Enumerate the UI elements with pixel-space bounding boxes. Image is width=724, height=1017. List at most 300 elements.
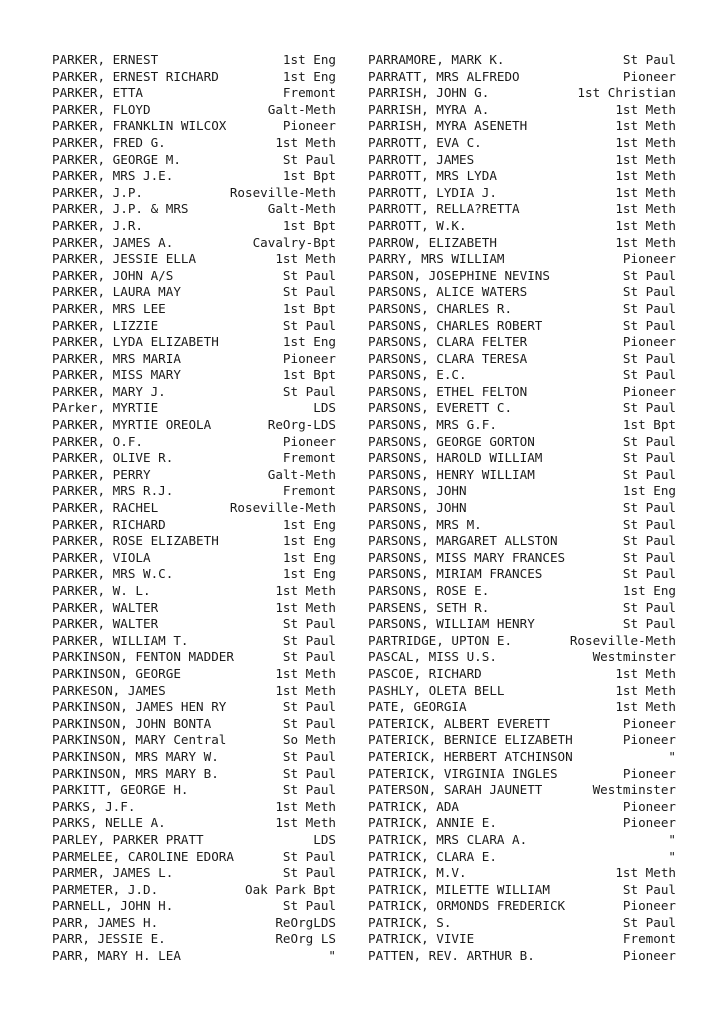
entry-name: PARRISH, MYRA ASENETH — [368, 118, 528, 134]
entry-name: PARROTT, EVA C. — [368, 134, 482, 150]
entry-name: PARRATT, MRS ALFREDO — [368, 68, 520, 84]
entry-name: PARMER, JAMES L. — [52, 865, 174, 881]
entry-name: PARKER, MISS MARY — [52, 367, 181, 383]
entry-name: PARKER, WALTER — [52, 616, 159, 632]
entry-name: PARKINSON, MRS MARY W. — [52, 748, 219, 764]
entry-name: PATRICK, S. — [368, 914, 452, 930]
entry-name: PASCAL, MISS U.S. — [368, 649, 497, 665]
entry-name: PARSONS, MRS G.F. — [368, 417, 497, 433]
entry-name: PARKER, RICHARD — [52, 516, 166, 532]
directory-entry — [368, 799, 676, 816]
entry-church: St Paul — [622, 516, 676, 532]
entry-church: Fremont — [282, 483, 336, 499]
directory-entry — [52, 334, 336, 351]
entry-name: PARRISH, JOHN G. — [368, 85, 490, 101]
directory-entry — [52, 102, 336, 119]
directory-entry — [52, 533, 336, 550]
entry-church: Westminster — [592, 782, 676, 798]
entry-church: 1st Bpt — [622, 417, 676, 433]
directory-entry — [52, 152, 336, 169]
directory-entry — [368, 301, 676, 318]
entry-name: PARKER, LYDA ELIZABETH — [52, 334, 219, 350]
entry-church: Pioneer — [622, 815, 676, 831]
entry-name: PARKER, FRANKLIN WILCOX — [52, 118, 227, 134]
entry-name: PARSONS, HAROLD WILLIAM — [368, 450, 543, 466]
entry-church: Roseville-Meth — [569, 632, 676, 648]
entry-church: St Paul — [622, 914, 676, 930]
directory-entry — [368, 384, 676, 401]
entry-church: 1st Meth — [615, 101, 676, 117]
entry-church: 1st Meth — [615, 184, 676, 200]
directory-entry — [52, 235, 336, 252]
entry-name: PARKER, ETTA — [52, 85, 143, 101]
entry-church: 1st Meth — [615, 168, 676, 184]
directory-entry — [368, 849, 676, 866]
entry-name: PATRICK, VIVIE — [368, 931, 475, 947]
entry-church: 1st Bpt — [282, 300, 336, 316]
entry-church: 1st Eng — [282, 516, 336, 532]
entry-church: 1st Eng — [282, 52, 336, 67]
directory-entry — [52, 301, 336, 318]
directory-entry — [368, 766, 676, 783]
directory-entry — [368, 434, 676, 451]
directory-entry — [52, 716, 336, 733]
directory-entry — [368, 616, 676, 633]
directory-entry — [368, 699, 676, 716]
entry-church: St Paul — [282, 848, 336, 864]
entry-name: PARRISH, MYRA A. — [368, 101, 490, 117]
entry-name: PARSON, JOSEPHINE NEVINS — [368, 267, 550, 283]
entry-church: Pioneer — [622, 732, 676, 748]
entry-name: PARKINSON, GEORGE — [52, 665, 181, 681]
directory-entry — [368, 533, 676, 550]
entry-church: Pioneer — [622, 251, 676, 267]
directory-entry — [368, 600, 676, 617]
entry-church: " — [668, 831, 676, 847]
directory-entry — [368, 351, 676, 368]
directory-entry — [368, 69, 676, 86]
entry-name: PATERICK, BERNICE ELIZABETH — [368, 732, 573, 748]
directory-entry — [52, 832, 336, 849]
directory-entry — [368, 815, 676, 832]
entry-church: Roseville-Meth — [229, 500, 336, 516]
entry-church: 1st Eng — [282, 533, 336, 549]
entry-church: St Paul — [622, 566, 676, 582]
entry-church: Galt-Meth — [267, 466, 336, 482]
entry-church: Pioneer — [282, 350, 336, 366]
entry-name: PATRICK, M.V. — [368, 865, 467, 881]
entry-name: PARKINSON, JAMES HEN RY — [52, 699, 227, 715]
entry-name: PARKINSON, FENTON MADDER — [52, 649, 234, 665]
right-column — [368, 52, 676, 965]
entry-church: 1st Bpt — [282, 367, 336, 383]
directory-entry — [52, 633, 336, 650]
entry-name: PARTRIDGE, UPTON E. — [368, 632, 513, 648]
directory-entry — [52, 749, 336, 766]
entry-church: St Paul — [622, 450, 676, 466]
directory-entry — [368, 268, 676, 285]
entry-name: PARKER, FLOYD — [52, 101, 151, 117]
entry-church: 1st Eng — [282, 334, 336, 350]
entry-name: PATERICK, ALBERT EVERETT — [368, 715, 550, 731]
entry-church: Pioneer — [622, 334, 676, 350]
entry-name: PARSONS, MIRIAM FRANCES — [368, 566, 543, 582]
directory-entry — [368, 218, 676, 235]
directory-entry — [368, 102, 676, 119]
entry-name: PARKER, JESSIE ELLA — [52, 251, 197, 267]
directory-entry — [52, 666, 336, 683]
entry-name: PATRICK, MRS CLARA A. — [368, 831, 528, 847]
directory-entry — [52, 417, 336, 434]
entry-church: 1st Meth — [615, 134, 676, 150]
directory-entry — [52, 898, 336, 915]
entry-church: St Paul — [282, 632, 336, 648]
directory-entry — [52, 865, 336, 882]
directory-entry — [52, 517, 336, 534]
directory-entry — [368, 898, 676, 915]
entry-name: PARSONS, MISS MARY FRANCES — [368, 549, 566, 565]
entry-church: Pioneer — [622, 798, 676, 814]
entry-name: PARKER, LIZZIE — [52, 317, 159, 333]
entry-church: 1st Eng — [622, 483, 676, 499]
entry-church: St Paul — [282, 782, 336, 798]
directory-entry — [368, 483, 676, 500]
entry-name: PARMELEE, CAROLINE EDORA — [52, 848, 234, 864]
entry-name: PATRICK, ORMONDS FREDERICK — [368, 898, 566, 914]
directory-entry — [368, 500, 676, 517]
entry-name: PARSONS, MRS M. — [368, 516, 482, 532]
entry-name: PARSONS, ROSE E. — [368, 583, 490, 598]
entry-church: St Paul — [282, 765, 336, 781]
entry-church: St Paul — [282, 898, 336, 914]
entry-name: PASCOE, RICHARD — [368, 665, 482, 681]
entry-church: St Paul — [282, 865, 336, 881]
entry-church: St Paul — [622, 599, 676, 615]
directory-entry — [368, 467, 676, 484]
entry-name: PATERSON, SARAH JAUNETT — [368, 782, 543, 798]
directory-entry — [368, 417, 676, 434]
entry-church: 1st Meth — [275, 599, 336, 615]
entry-church: St Paul — [282, 616, 336, 632]
entry-name: PARKER, OLIVE R. — [52, 450, 174, 466]
entry-name: PARKER, MYRTIE OREOLA — [52, 417, 212, 433]
entry-name: PARSONS, JOHN — [368, 500, 467, 516]
entry-church: ReOrgLDS — [275, 914, 336, 930]
entry-name: PARROTT, RELLA?RETTA — [368, 201, 520, 217]
entry-church: 1st Meth — [275, 583, 336, 598]
entry-church: " — [668, 748, 676, 764]
entry-name: PARR, JESSIE E. — [52, 931, 166, 947]
entry-church: Pioneer — [622, 68, 676, 84]
entry-name: PARKER, ERNEST RICHARD — [52, 68, 219, 84]
entry-church: 1st Meth — [615, 699, 676, 715]
entry-church: Fremont — [282, 450, 336, 466]
entry-name: PARKER, MRS LEE — [52, 300, 166, 316]
entry-name: PARSONS, EVERETT C. — [368, 400, 513, 416]
directory-entry — [368, 832, 676, 849]
entry-name: PARKESON, JAMES — [52, 682, 166, 698]
directory-entry — [52, 384, 336, 401]
entry-church: St Paul — [622, 500, 676, 516]
entry-name: PARKS, NELLE A. — [52, 815, 166, 831]
directory-entry — [52, 85, 336, 102]
directory-entry — [52, 649, 336, 666]
entry-name: PARSONS, ALICE WATERS — [368, 284, 528, 300]
entry-name: PARRAMORE, MARK K. — [368, 52, 505, 67]
entry-church: St Paul — [282, 284, 336, 300]
directory-entry — [368, 152, 676, 169]
entry-name: PARKER, JAMES A. — [52, 234, 174, 250]
entry-name: PARKER, O.F. — [52, 433, 143, 449]
directory-entry — [368, 284, 676, 301]
directory-entry — [368, 583, 676, 600]
entry-church: Cavalry-Bpt — [252, 234, 336, 250]
directory-entry — [368, 566, 676, 583]
entry-church: 1st Meth — [615, 151, 676, 167]
entry-church: ReOrg LS — [275, 931, 336, 947]
entry-name: PATE, GEORGIA — [368, 699, 467, 715]
left-column — [52, 52, 336, 965]
entry-church: St Paul — [622, 300, 676, 316]
directory-entry — [52, 168, 336, 185]
directory-entry — [52, 118, 336, 135]
directory-entry — [368, 749, 676, 766]
directory-entry — [52, 69, 336, 86]
entry-church: Pioneer — [282, 118, 336, 134]
entry-name: PARSONS, MARGARET ALLSTON — [368, 533, 558, 549]
entry-church: St Paul — [282, 383, 336, 399]
entry-name: PARROTT, JAMES — [368, 151, 475, 167]
entry-church: Galt-Meth — [267, 101, 336, 117]
entry-church: Roseville-Meth — [229, 184, 336, 200]
entry-church: 1st Eng — [282, 566, 336, 582]
directory-entry — [52, 683, 336, 700]
entry-name: PARNELL, JOHN H. — [52, 898, 174, 914]
entry-church: St Paul — [282, 699, 336, 715]
directory-entry — [52, 766, 336, 783]
directory-entry — [52, 135, 336, 152]
entry-name: PARKER, WILLIAM T. — [52, 632, 189, 648]
directory-entry — [52, 583, 336, 600]
entry-name: PARMETER, J.D. — [52, 881, 159, 897]
entry-church: 1st Meth — [615, 682, 676, 698]
entry-name: PARSONS, JOHN — [368, 483, 467, 499]
entry-church: St Paul — [622, 616, 676, 632]
directory-entry — [52, 318, 336, 335]
entry-name: PARKINSON, JOHN BONTA — [52, 715, 212, 731]
directory-entry — [368, 517, 676, 534]
directory-entry — [52, 815, 336, 832]
entry-name: PATRICK, ADA — [368, 798, 459, 814]
directory-entry — [368, 931, 676, 948]
entry-name: PARKER, J.P. — [52, 184, 143, 200]
entry-church: Fremont — [622, 931, 676, 947]
directory-entry — [52, 948, 336, 965]
entry-church: Pioneer — [622, 948, 676, 964]
entry-name: PARSONS, CHARLES ROBERT — [368, 317, 543, 333]
directory-entry — [368, 85, 676, 102]
directory-entry — [52, 882, 336, 899]
directory-entry — [52, 550, 336, 567]
entry-church: St Paul — [622, 400, 676, 416]
entry-name: PARSENS, SETH R. — [368, 599, 490, 615]
entry-church: 1st Christian — [577, 85, 676, 101]
directory-entry — [52, 799, 336, 816]
entry-church: ReOrg-LDS — [267, 417, 336, 433]
entry-church: Pioneer — [622, 715, 676, 731]
entry-church: St Paul — [622, 466, 676, 482]
directory-entry — [368, 185, 676, 202]
entry-church: 1st Meth — [615, 665, 676, 681]
entry-name: PARKER, ERNEST — [52, 52, 159, 67]
entry-name: PARR, JAMES H. — [52, 914, 159, 930]
entry-name: PATRICK, MILETTE WILLIAM — [368, 881, 550, 897]
entry-church: " — [328, 948, 336, 964]
directory-entry — [368, 948, 676, 965]
entry-church: St Paul — [622, 433, 676, 449]
directory-entry — [368, 334, 676, 351]
entry-name: PASHLY, OLETA BELL — [368, 682, 505, 698]
entry-name: PATTEN, REV. ARTHUR B. — [368, 948, 535, 964]
entry-name: PARSONS, ETHEL FELTON — [368, 383, 528, 399]
directory-entry — [368, 52, 676, 69]
entry-name: PARSONS, CLARA FELTER — [368, 334, 528, 350]
directory-entry — [368, 882, 676, 899]
entry-church: St Paul — [282, 317, 336, 333]
entry-church: Fremont — [282, 85, 336, 101]
entry-name: PARR, MARY H. LEA — [52, 948, 181, 964]
entry-name: PATRICK, CLARA E. — [368, 848, 497, 864]
directory-entry — [52, 931, 336, 948]
entry-name: PARKS, J.F. — [52, 798, 136, 814]
entry-church: 1st Meth — [275, 682, 336, 698]
directory-entry — [52, 434, 336, 451]
entry-church: St Paul — [622, 549, 676, 565]
entry-name: PATRICK, ANNIE E. — [368, 815, 497, 831]
entry-name: PARKER, VIOLA — [52, 549, 151, 565]
entry-church: Pioneer — [622, 898, 676, 914]
entry-name: PARKER, RACHEL — [52, 500, 159, 516]
directory-entry — [52, 849, 336, 866]
directory-entry — [52, 218, 336, 235]
entry-name: PARKER, MRS W.C. — [52, 566, 174, 582]
directory-entry — [368, 915, 676, 932]
entry-name: PARKER, LAURA MAY — [52, 284, 181, 300]
entry-church: Pioneer — [622, 765, 676, 781]
entry-church: St Paul — [622, 350, 676, 366]
directory-entry — [52, 483, 336, 500]
entry-church: St Paul — [282, 748, 336, 764]
directory-entry — [368, 135, 676, 152]
entry-name: PARKER, FRED G. — [52, 134, 166, 150]
directory-entry — [368, 865, 676, 882]
directory-entry — [368, 235, 676, 252]
directory-entry — [52, 616, 336, 633]
entry-church: LDS — [313, 831, 336, 847]
entry-name: PARSONS, CHARLES R. — [368, 300, 513, 316]
directory-entry — [52, 782, 336, 799]
entry-church: St Paul — [282, 649, 336, 665]
entry-name: PARKER, J.P. & MRS — [52, 201, 189, 217]
entry-church: 1st Bpt — [282, 217, 336, 233]
directory-entry — [52, 52, 336, 69]
entry-name: PARKER, WALTER — [52, 599, 159, 615]
directory-entry — [368, 683, 676, 700]
entry-church: 1st Bpt — [282, 168, 336, 184]
directory-entry — [52, 450, 336, 467]
entry-church: 1st Meth — [615, 865, 676, 881]
entry-name: PARKER, JOHN A/S — [52, 267, 174, 283]
entry-name: PARSONS, HENRY WILLIAM — [368, 466, 535, 482]
entry-church: St Paul — [622, 533, 676, 549]
directory-entry — [368, 666, 676, 683]
entry-name: PARSONS, GEORGE GORTON — [368, 433, 535, 449]
directory-entry — [368, 118, 676, 135]
entry-church: Pioneer — [282, 433, 336, 449]
entry-name: PARKER, ROSE ELIZABETH — [52, 533, 219, 549]
entry-church: 1st Meth — [275, 134, 336, 150]
directory-entry — [368, 367, 676, 384]
entry-name: PATERICK, HERBERT ATCHINSON — [368, 748, 573, 764]
entry-name: PARKINSON, MARY Central — [52, 732, 227, 748]
directory-entry — [368, 168, 676, 185]
entry-name: PARSONS, WILLIAM HENRY — [368, 616, 535, 632]
entry-church: Galt-Meth — [267, 201, 336, 217]
entry-church: 1st Eng — [622, 583, 676, 598]
entry-name: PARKER, W. L. — [52, 583, 151, 598]
directory-entry — [52, 351, 336, 368]
entry-name: PATERICK, VIRGINIA INGLES — [368, 765, 558, 781]
entry-name: PARKER, J.R. — [52, 217, 143, 233]
entry-church: 1st Meth — [615, 118, 676, 134]
entry-church: Westminster — [592, 649, 676, 665]
entry-church: 1st Meth — [275, 665, 336, 681]
entry-church: " — [668, 848, 676, 864]
directory-entry — [52, 201, 336, 218]
entry-church: St Paul — [622, 881, 676, 897]
directory-entry — [52, 400, 336, 417]
directory-entry — [52, 185, 336, 202]
directory-entry — [52, 566, 336, 583]
directory-entry — [368, 450, 676, 467]
entry-name: PARKITT, GEORGE H. — [52, 782, 189, 798]
directory-entry — [368, 782, 676, 799]
entry-name: PArker, MYRTIE — [52, 400, 159, 416]
directory-entry — [368, 633, 676, 650]
entry-name: PARSONS, CLARA TERESA — [368, 350, 528, 366]
entry-name: PARKER, MRS R.J. — [52, 483, 174, 499]
entry-name: PARLEY, PARKER PRATT — [52, 831, 204, 847]
directory-entry — [368, 400, 676, 417]
entry-church: St Paul — [282, 151, 336, 167]
entry-church: St Paul — [622, 367, 676, 383]
directory-entry — [368, 550, 676, 567]
entry-church: St Paul — [622, 52, 676, 67]
entry-church: St Paul — [622, 284, 676, 300]
directory-entry — [52, 284, 336, 301]
directory-entry — [368, 716, 676, 733]
entry-church: Oak Park Bpt — [245, 881, 336, 897]
entry-name: PARROTT, MRS LYDA — [368, 168, 497, 184]
entry-name: PARKER, MARY J. — [52, 383, 166, 399]
entry-church: 1st Eng — [282, 68, 336, 84]
entry-name: PARROTT, LYDIA J. — [368, 184, 497, 200]
entry-church: St Paul — [622, 317, 676, 333]
entry-church: So Meth — [282, 732, 336, 748]
entry-church: 1st Meth — [615, 201, 676, 217]
entry-name: PARSONS, E.C. — [368, 367, 467, 383]
directory-entry — [368, 732, 676, 749]
